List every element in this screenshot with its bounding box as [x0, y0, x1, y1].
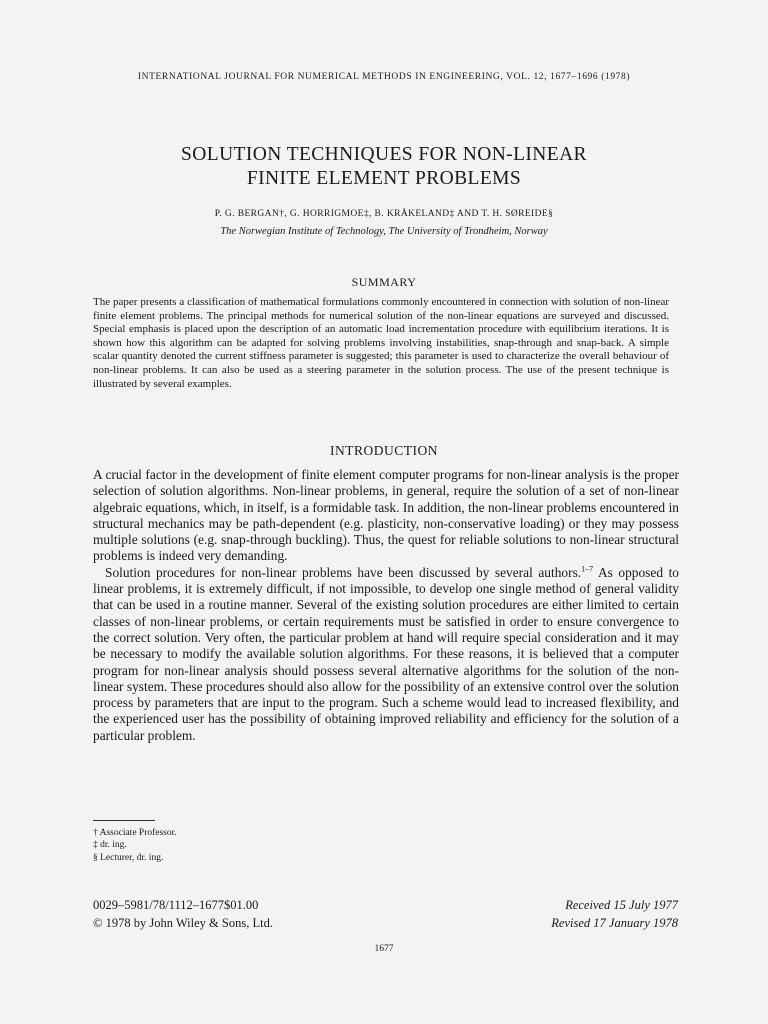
footnote-divider [93, 820, 155, 821]
author-affiliation: The Norwegian Institute of Technology, The University of Trondheim, Norway [220, 226, 548, 237]
footnote-item: † Associate Professor. [93, 828, 177, 838]
introduction-heading: INTRODUCTION [330, 443, 438, 458]
reference-citation: 1–7 [581, 564, 594, 574]
received-date: Received 15 July 1977 [565, 898, 678, 912]
introduction-paragraph-1: A crucial factor in the development of finite element computer programs for non-linear analysis is the proper selection of solution algorithms. Non-linear problems, in general, require the solution of a set of non-linear algebraic equations, which, in itself, is a formidable task. In addition, the non-linear problems encountered in structural mechanics may be path-dependent (e.g. plasticity, non-conservative loading) or they may possess multiple solutions (e.g. snap-through buckling). Thus, the quest for reliable solutions to non-linear structural problems is indeed very demanding. [93, 467, 679, 564]
footnote-item: § Lecturer, dr. ing. [93, 852, 164, 863]
author-list: P. G. BERGAN†, G. HORRIGMOE‡, B. KRÅKELAND‡ AND T. H. SØREIDE§ [214, 209, 554, 219]
publication-info [93, 896, 393, 932]
title-line-2: FINITE ELEMENT PROBLEMS [246, 168, 522, 189]
manuscript-dates [430, 896, 678, 932]
summary-heading: SUMMARY [351, 275, 417, 289]
footnote-item: ‡ dr. ing. [93, 840, 127, 851]
introduction-body [93, 467, 679, 744]
introduction-paragraph-2 [93, 565, 679, 744]
title-line-1: SOLUTION TECHNIQUES FOR NON-LINEAR [181, 144, 587, 165]
footnotes [93, 827, 393, 864]
paper-title [0, 143, 768, 191]
paragraph-2-start: Solution procedures for non-linear problems have been discussed by several authors. [105, 564, 582, 580]
revised-date: Revised 17 January 1978 [551, 916, 678, 930]
page-number: 1677 [374, 944, 394, 954]
paragraph-2-rest: As opposed to linear problems, it is extremely difficult, if not impossible, to develop one single method of general validity that can be used in a routine manner. Several of the existing solution procedures are either limited to certain classes of non-linear problems, or certain requirements must be satisfied in order to ensure convergence to the correct solution. Very often, the particular problem at hand will require special consideration and it may be necessary to modify the available solution algorithms. For these reasons, it is believed that a computer program for non-linear analysis should possess several alternative algorithms for the solution of the non-linear system. These procedures should also allow for the possibility of an extensive control over the solution process by parameters that are input to the program. Such a scheme would lead to increased flexibility, and the experienced user has the possibility of obtaining improved reliability and efficiency for the solution of a particular problem. [93, 564, 679, 743]
copyright-notice: © 1978 by John Wiley & Sons, Ltd. [93, 916, 273, 930]
summary-text: The paper presents a classification of mathematical formulations commonly encountered in connection with solution of non-linear finite element problems. The principal methods for numerical solution of the non-linear equations are surveyed and discussed. Special emphasis is placed upon the description of an automatic load incrementation procedure with equilibrium iterations. It is shown how this algorithm can be adapted for solving problems involving instabilities, snap-through and snap-back. A simple scalar quantity denoted the current stiffness parameter is suggested; this parameter is used to characterize the overall behaviour of non-linear problems. It can also be used as a steering parameter in the solution process. The use of the present technique is illustrated by several examples. [93, 296, 669, 390]
publication-code: 0029–5981/78/1112–1677$01.00 [93, 898, 259, 912]
journal-header: INTERNATIONAL JOURNAL FOR NUMERICAL METHODS IN ENGINEERING, VOL. 12, 1677–1696 (1978) [137, 72, 631, 82]
